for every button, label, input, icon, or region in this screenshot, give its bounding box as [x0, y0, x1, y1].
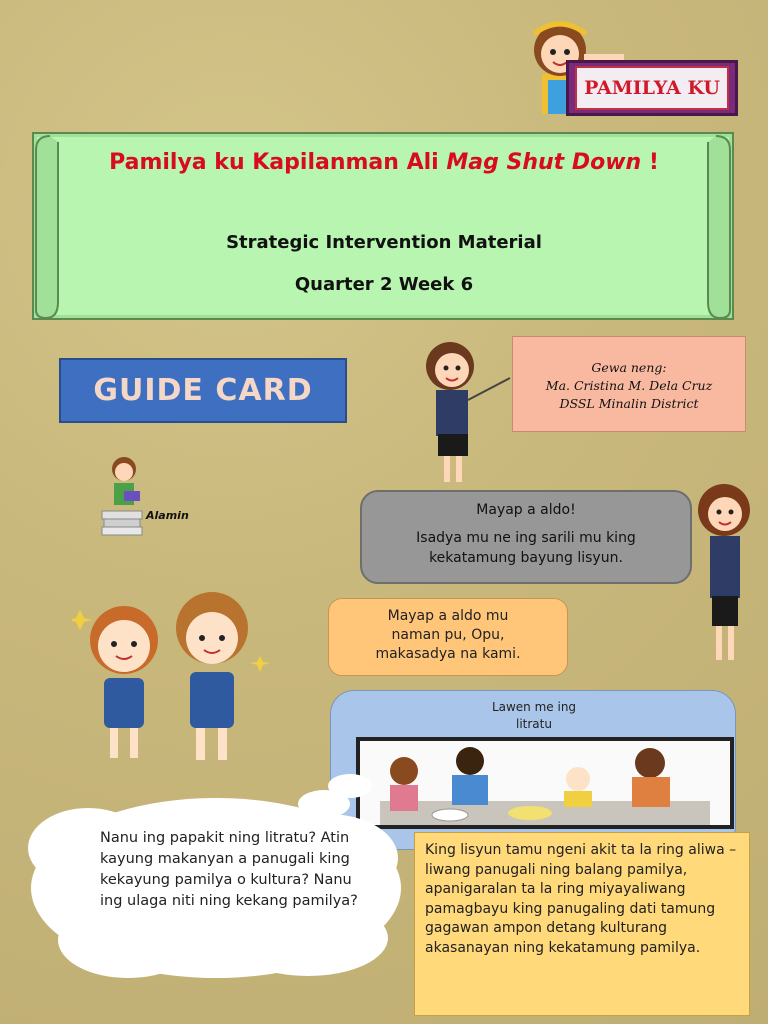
kids-line-2: naman pu, Opu, [391, 627, 505, 643]
bubble-line-2: Isadya mu ne ing sarili mu king [416, 530, 636, 546]
two-children-illustration [72, 588, 272, 768]
credit-district: DSSL Minalin District [559, 396, 699, 411]
pamilya-ku-badge [566, 60, 738, 116]
kids-line-3: makasadya na kami. [375, 646, 521, 662]
thought-cloud-text: Nanu ing papakit ning litratu? Atin kayung makanyan a panugali king kekayung pamilya o kultura? Nanu ing ulaga niti ning kekang pamilya? [100, 830, 358, 909]
family-dinner-photo [356, 737, 734, 829]
author-credit-box [512, 336, 746, 432]
quarter-label: Quarter 2 Week 6 [294, 274, 474, 295]
reading-boy-icon [98, 455, 146, 541]
picture-line-1: Lawen me ing [491, 700, 577, 714]
guide-card-label: GUIDE CARD [59, 358, 347, 423]
lesson-description-box [414, 832, 750, 1016]
credit-line-1: Gewa neng: [591, 360, 667, 375]
children-speech-bubble [328, 598, 568, 676]
badge-label: PAMILYA KU [575, 66, 729, 110]
credit-name: Ma. Cristina M. Dela Cruz [545, 378, 713, 393]
subtitle: Strategic Intervention Material [226, 232, 542, 253]
alamin-label: Alamin [146, 509, 189, 522]
teacher-speech-bubble [360, 490, 692, 584]
greeting-line: Mayap a aldo! [476, 502, 576, 518]
page-title: Pamilya ku Kapilanman Ali Mag Shut Down ! [109, 150, 659, 175]
title-scroll-banner [32, 132, 734, 320]
kids-line-1: Mayap a aldo mu [387, 608, 509, 624]
scroll-curl-left-icon [32, 132, 72, 320]
scroll-curl-right-icon [694, 132, 734, 320]
bubble-line-3: kekatamung bayung lisyun. [429, 550, 623, 566]
lesson-description-text: King lisyun tamu ngeni akit ta la ring aliwa – liwang panugali ning balang pamilya, apanigaralan ta la ring miyayaliwang pamagbayu king panugaling dati tamung gagawan ampon detang kulturang akasanayan ning kekatamung pamilya. [425, 842, 737, 956]
family-dinner-image [360, 741, 730, 825]
teacher-standing-illustration [692, 478, 758, 668]
teacher-pointing-illustration [410, 338, 520, 488]
picture-line-2: litratu [516, 717, 552, 731]
